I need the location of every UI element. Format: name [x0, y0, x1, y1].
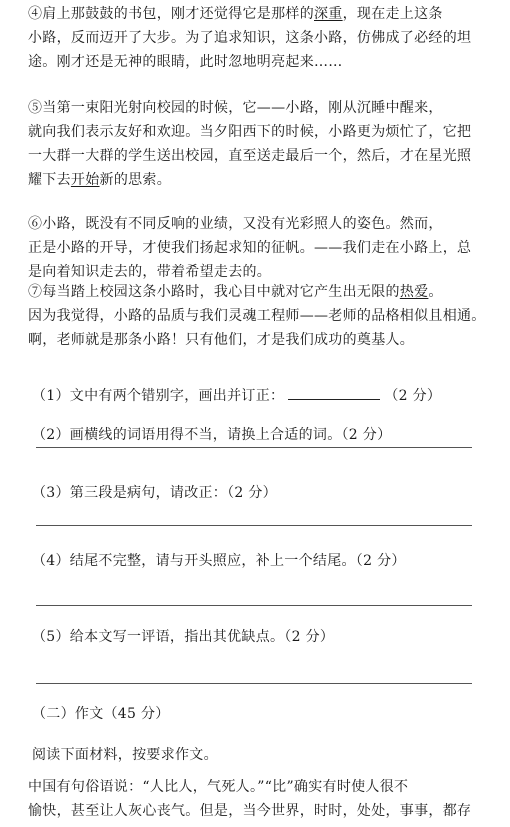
question-4-answer-line[interactable] — [36, 605, 472, 606]
text-run: 一大群一大群的学生送出校园，直至送走最后一个，然后，才在星光照 — [28, 148, 472, 164]
text-run: 耀下去 — [28, 172, 71, 188]
paragraph-line — [28, 328, 480, 352]
text-run: 啊，老师就是那条小路！只有他们，才是我们成功的奠基人。 — [28, 332, 415, 348]
text-run: 途。刚才还是无神的眼睛，此时忽地明亮起来…… — [28, 54, 343, 70]
text-run: ⑤当第一束阳光射向校园的时候，它——小路，刚从沉睡中醒来， — [28, 100, 443, 116]
paragraph-line — [28, 168, 480, 192]
paragraph-line — [28, 50, 480, 74]
paragraph-5 — [28, 96, 480, 192]
underlined-word: 开始 — [70, 172, 100, 188]
composition-instruction: 阅读下面材料，按要求作文。 — [32, 747, 218, 763]
text-run: 正是小路的开导，才使我们扬起求知的征帆。——我们走在小路上，总 — [28, 240, 472, 256]
paragraph-line — [28, 96, 480, 120]
underlined-word: 热爱 — [399, 284, 429, 300]
text-run: 。 — [428, 284, 443, 300]
text-run: ⑥小路，既没有不同反响的业绩，又没有光彩照人的姿色。然而， — [28, 216, 443, 232]
paragraph-line — [28, 2, 480, 26]
question-5-answer-line[interactable] — [36, 683, 472, 684]
text-run: ④肩上那鼓鼓的书包，刚才还觉得它是那样的 — [28, 6, 314, 22]
paragraph-7 — [28, 280, 486, 352]
paragraph-line — [28, 236, 480, 260]
paragraph-line — [28, 26, 480, 50]
composition-material — [28, 775, 480, 823]
question-3: （3）第三段是病句，请改正：（2 分） — [32, 485, 277, 501]
question-5: （5）给本文写一评语，指出其优缺点。（2 分） — [32, 629, 335, 645]
question-2: （2）画横线的词语用得不当，请换上合适的词。（2 分） — [32, 427, 392, 443]
paragraph-line — [28, 212, 480, 236]
question-1 — [32, 385, 441, 406]
text-run: 新的思索。 — [99, 172, 172, 188]
question-3-answer-line[interactable] — [36, 525, 472, 526]
paragraph-4 — [28, 2, 480, 74]
underlined-word: 深重 — [314, 6, 343, 22]
section-heading-composition: （二）作文（45 分） — [32, 706, 170, 722]
question-4: （4）结尾不完整，请与开头照应，补上一个结尾。（2 分） — [32, 553, 406, 569]
material-line: 中国有句俗语说：“人比人，气死人。”“比”确实有时使人很不 — [28, 779, 409, 795]
text-run: 小路，反而迈开了大步。为了追求知识，这条小路，仿佛成了必经的坦 — [28, 30, 472, 46]
paragraph-line — [28, 304, 486, 328]
question-2-answer-line[interactable] — [36, 447, 472, 448]
question-1-score: （2 分） — [384, 388, 442, 404]
material-line: 愉快，甚至让人灰心丧气。但是，当今世界，时时，处处，事事，都存 — [28, 803, 472, 819]
text-run: 因为我觉得，小路的品质与我们灵魂工程师——老师的品格相似且相通。 — [28, 308, 486, 324]
paragraph-6 — [28, 212, 480, 284]
text-run: 是向着知识走去的，带着希望走去的。 — [28, 264, 272, 280]
paragraph-line — [28, 120, 480, 144]
question-1-text: （1）文中有两个错别字，画出并订正： — [32, 388, 285, 404]
paragraph-line — [28, 280, 480, 304]
text-run: ⑦每当踏上校园这条小路时，我心目中就对它产生出无限的 — [28, 284, 400, 300]
text-run: ，现在走上这条 — [342, 6, 443, 22]
paragraph-line — [28, 144, 480, 168]
text-run: 就向我们表示友好和欢迎。当夕阳西下的时候，小路更为烦忙了，它把 — [28, 124, 472, 140]
question-1-blank[interactable] — [288, 385, 380, 400]
